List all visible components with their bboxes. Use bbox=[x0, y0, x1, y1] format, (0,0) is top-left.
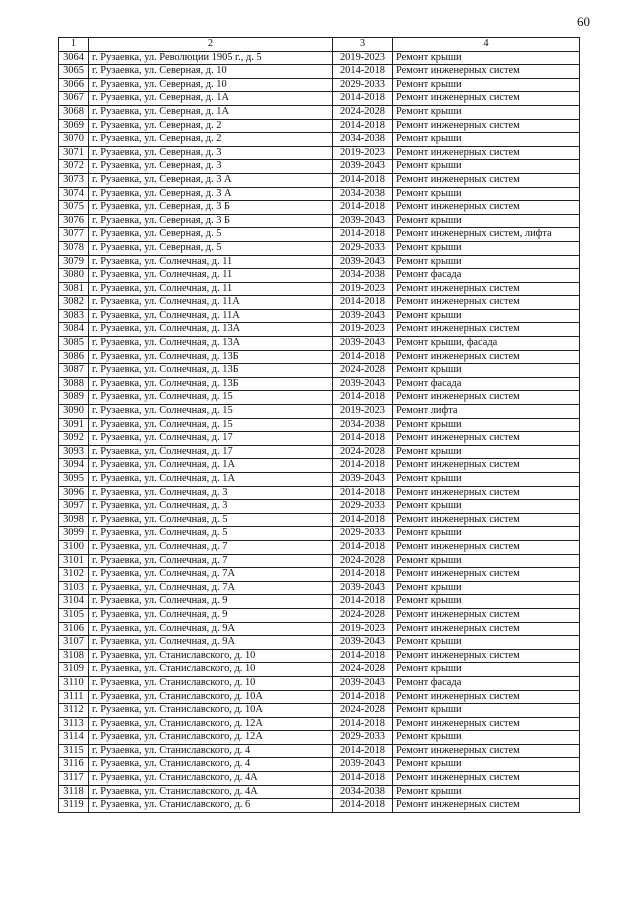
table-row bbox=[59, 255, 580, 269]
period-cell: 2014-2018 bbox=[333, 690, 393, 704]
table-row bbox=[59, 269, 580, 283]
work-type-cell: Ремонт инженерных систем bbox=[393, 690, 580, 704]
address-cell: г. Рузаевка, ул. Станиславского, д. 10А bbox=[89, 704, 333, 718]
row-number-cell: 3110 bbox=[59, 676, 89, 690]
address-cell: г. Рузаевка, ул. Солнечная, д. 9 bbox=[89, 595, 333, 609]
table-row bbox=[59, 78, 580, 92]
table-row bbox=[59, 173, 580, 187]
row-number-cell: 3094 bbox=[59, 459, 89, 473]
table-row bbox=[59, 350, 580, 364]
table-row bbox=[59, 201, 580, 215]
table-row bbox=[59, 432, 580, 446]
work-type-cell: Ремонт инженерных систем bbox=[393, 296, 580, 310]
address-cell: г. Рузаевка, ул. Солнечная, д. 17 bbox=[89, 432, 333, 446]
period-cell: 2014-2018 bbox=[333, 486, 393, 500]
period-cell: 2014-2018 bbox=[333, 119, 393, 133]
work-type-cell: Ремонт крыши bbox=[393, 78, 580, 92]
row-number-cell: 3077 bbox=[59, 228, 89, 242]
work-type-cell: Ремонт инженерных систем bbox=[393, 432, 580, 446]
table-row bbox=[59, 65, 580, 79]
table-row bbox=[59, 445, 580, 459]
address-cell: г. Рузаевка, ул. Северная, д. 10 bbox=[89, 65, 333, 79]
work-type-cell: Ремонт инженерных систем bbox=[393, 622, 580, 636]
address-cell: г. Рузаевка, ул. Северная, д. 3 Б bbox=[89, 214, 333, 228]
work-type-cell: Ремонт инженерных систем bbox=[393, 173, 580, 187]
address-cell: г. Рузаевка, ул. Солнечная, д. 5 bbox=[89, 527, 333, 541]
address-cell: г. Рузаевка, ул. Солнечная, д. 9 bbox=[89, 608, 333, 622]
period-cell: 2014-2018 bbox=[333, 744, 393, 758]
work-type-cell: Ремонт крыши bbox=[393, 636, 580, 650]
work-type-cell: Ремонт фасада bbox=[393, 676, 580, 690]
period-cell: 2034-2038 bbox=[333, 269, 393, 283]
row-number-cell: 3099 bbox=[59, 527, 89, 541]
address-cell: г. Рузаевка, ул. Солнечная, д. 13А bbox=[89, 337, 333, 351]
table-row bbox=[59, 758, 580, 772]
table-row bbox=[59, 731, 580, 745]
work-type-cell: Ремонт крыши bbox=[393, 309, 580, 323]
row-number-cell: 3065 bbox=[59, 65, 89, 79]
table-row bbox=[59, 309, 580, 323]
table-header-row bbox=[59, 38, 580, 52]
work-type-cell: Ремонт инженерных систем bbox=[393, 459, 580, 473]
row-number-cell: 3107 bbox=[59, 636, 89, 650]
period-cell: 2014-2018 bbox=[333, 296, 393, 310]
address-cell: г. Рузаевка, ул. Станиславского, д. 4А bbox=[89, 772, 333, 786]
work-type-cell: Ремонт инженерных систем bbox=[393, 282, 580, 296]
row-number-cell: 3087 bbox=[59, 364, 89, 378]
work-type-cell: Ремонт инженерных систем bbox=[393, 350, 580, 364]
period-cell: 2024-2028 bbox=[333, 445, 393, 459]
address-cell: г. Рузаевка, ул. Станиславского, д. 6 bbox=[89, 799, 333, 813]
address-cell: г. Рузаевка, ул. Солнечная, д. 13Б bbox=[89, 364, 333, 378]
address-cell: г. Рузаевка, ул. Солнечная, д. 11 bbox=[89, 255, 333, 269]
table-row bbox=[59, 486, 580, 500]
row-number-cell: 3101 bbox=[59, 554, 89, 568]
work-type-cell: Ремонт крыши bbox=[393, 51, 580, 65]
column-header-3: 3 bbox=[333, 38, 393, 52]
column-header-2: 2 bbox=[89, 38, 333, 52]
period-cell: 2014-2018 bbox=[333, 65, 393, 79]
period-cell: 2029-2033 bbox=[333, 500, 393, 514]
period-cell: 2024-2028 bbox=[333, 364, 393, 378]
work-type-cell: Ремонт инженерных систем bbox=[393, 119, 580, 133]
period-cell: 2034-2038 bbox=[333, 785, 393, 799]
work-type-cell: Ремонт крыши bbox=[393, 418, 580, 432]
row-number-cell: 3113 bbox=[59, 717, 89, 731]
address-cell: г. Рузаевка, ул. Солнечная, д. 9А bbox=[89, 622, 333, 636]
address-cell: г. Рузаевка, ул. Северная, д. 1А bbox=[89, 105, 333, 119]
table-row bbox=[59, 636, 580, 650]
period-cell: 2014-2018 bbox=[333, 459, 393, 473]
work-type-cell: Ремонт инженерных систем bbox=[393, 717, 580, 731]
work-type-cell: Ремонт инженерных систем bbox=[393, 391, 580, 405]
work-type-cell: Ремонт инженерных систем bbox=[393, 744, 580, 758]
work-type-cell: Ремонт крыши bbox=[393, 105, 580, 119]
table-row bbox=[59, 649, 580, 663]
row-number-cell: 3085 bbox=[59, 337, 89, 351]
work-type-cell: Ремонт крыши, фасада bbox=[393, 337, 580, 351]
address-cell: г. Рузаевка, ул. Солнечная, д. 13Б bbox=[89, 377, 333, 391]
address-cell: г. Рузаевка, ул. Северная, д. 5 bbox=[89, 241, 333, 255]
period-cell: 2034-2038 bbox=[333, 187, 393, 201]
address-cell: г. Рузаевка, ул. Станиславского, д. 4А bbox=[89, 785, 333, 799]
row-number-cell: 3064 bbox=[59, 51, 89, 65]
table-row bbox=[59, 785, 580, 799]
table-row bbox=[59, 228, 580, 242]
period-cell: 2029-2033 bbox=[333, 241, 393, 255]
period-cell: 2014-2018 bbox=[333, 568, 393, 582]
address-cell: г. Рузаевка, ул. Солнечная, д. 11 bbox=[89, 282, 333, 296]
period-cell: 2019-2023 bbox=[333, 51, 393, 65]
period-cell: 2039-2043 bbox=[333, 255, 393, 269]
row-number-cell: 3079 bbox=[59, 255, 89, 269]
period-cell: 2034-2038 bbox=[333, 418, 393, 432]
table-row bbox=[59, 568, 580, 582]
work-type-cell: Ремонт крыши bbox=[393, 473, 580, 487]
repair-schedule-table bbox=[58, 37, 580, 813]
period-cell: 2014-2018 bbox=[333, 228, 393, 242]
row-number-cell: 3074 bbox=[59, 187, 89, 201]
table-row bbox=[59, 187, 580, 201]
table-row bbox=[59, 704, 580, 718]
row-number-cell: 3098 bbox=[59, 513, 89, 527]
address-cell: г. Рузаевка, ул. Солнечная, д. 7 bbox=[89, 554, 333, 568]
row-number-cell: 3106 bbox=[59, 622, 89, 636]
table-row bbox=[59, 92, 580, 106]
table-row bbox=[59, 473, 580, 487]
address-cell: г. Рузаевка, ул. Станиславского, д. 4 bbox=[89, 758, 333, 772]
period-cell: 2024-2028 bbox=[333, 608, 393, 622]
row-number-cell: 3070 bbox=[59, 133, 89, 147]
address-cell: г. Рузаевка, ул. Солнечная, д. 7 bbox=[89, 540, 333, 554]
row-number-cell: 3095 bbox=[59, 473, 89, 487]
period-cell: 2014-2018 bbox=[333, 799, 393, 813]
address-cell: г. Рузаевка, ул. Станиславского, д. 12А bbox=[89, 731, 333, 745]
row-number-cell: 3118 bbox=[59, 785, 89, 799]
row-number-cell: 3091 bbox=[59, 418, 89, 432]
row-number-cell: 3105 bbox=[59, 608, 89, 622]
work-type-cell: Ремонт инженерных систем bbox=[393, 201, 580, 215]
table-row bbox=[59, 676, 580, 690]
work-type-cell: Ремонт инженерных систем bbox=[393, 540, 580, 554]
period-cell: 2039-2043 bbox=[333, 214, 393, 228]
work-type-cell: Ремонт крыши bbox=[393, 527, 580, 541]
work-type-cell: Ремонт инженерных систем, лифта bbox=[393, 228, 580, 242]
period-cell: 2029-2033 bbox=[333, 78, 393, 92]
row-number-cell: 3080 bbox=[59, 269, 89, 283]
work-type-cell: Ремонт инженерных систем bbox=[393, 486, 580, 500]
table-row bbox=[59, 405, 580, 419]
period-cell: 2039-2043 bbox=[333, 337, 393, 351]
row-number-cell: 3073 bbox=[59, 173, 89, 187]
address-cell: г. Рузаевка, ул. Северная, д. 10 bbox=[89, 78, 333, 92]
address-cell: г. Рузаевка, ул. Северная, д. 2 bbox=[89, 119, 333, 133]
table-row bbox=[59, 133, 580, 147]
row-number-cell: 3066 bbox=[59, 78, 89, 92]
address-cell: г. Рузаевка, ул. Революции 1905 г., д. 5 bbox=[89, 51, 333, 65]
row-number-cell: 3104 bbox=[59, 595, 89, 609]
work-type-cell: Ремонт крыши bbox=[393, 554, 580, 568]
table-row bbox=[59, 772, 580, 786]
period-cell: 2039-2043 bbox=[333, 581, 393, 595]
period-cell: 2014-2018 bbox=[333, 391, 393, 405]
address-cell: г. Рузаевка, ул. Северная, д. 1А bbox=[89, 92, 333, 106]
row-number-cell: 3103 bbox=[59, 581, 89, 595]
row-number-cell: 3075 bbox=[59, 201, 89, 215]
row-number-cell: 3068 bbox=[59, 105, 89, 119]
work-type-cell: Ремонт инженерных систем bbox=[393, 608, 580, 622]
work-type-cell: Ремонт крыши bbox=[393, 214, 580, 228]
address-cell: г. Рузаевка, ул. Солнечная, д. 15 bbox=[89, 418, 333, 432]
table-body bbox=[59, 51, 580, 812]
work-type-cell: Ремонт крыши bbox=[393, 731, 580, 745]
address-cell: г. Рузаевка, ул. Северная, д. 2 bbox=[89, 133, 333, 147]
address-cell: г. Рузаевка, ул. Солнечная, д. 1А bbox=[89, 459, 333, 473]
table-row bbox=[59, 744, 580, 758]
row-number-cell: 3096 bbox=[59, 486, 89, 500]
address-cell: г. Рузаевка, ул. Солнечная, д. 3 bbox=[89, 486, 333, 500]
row-number-cell: 3086 bbox=[59, 350, 89, 364]
row-number-cell: 3117 bbox=[59, 772, 89, 786]
work-type-cell: Ремонт крыши bbox=[393, 785, 580, 799]
period-cell: 2019-2023 bbox=[333, 405, 393, 419]
row-number-cell: 3076 bbox=[59, 214, 89, 228]
period-cell: 2024-2028 bbox=[333, 105, 393, 119]
table-row bbox=[59, 608, 580, 622]
address-cell: г. Рузаевка, ул. Солнечная, д. 13А bbox=[89, 323, 333, 337]
row-number-cell: 3115 bbox=[59, 744, 89, 758]
period-cell: 2039-2043 bbox=[333, 473, 393, 487]
row-number-cell: 3116 bbox=[59, 758, 89, 772]
address-cell: г. Рузаевка, ул. Солнечная, д. 9А bbox=[89, 636, 333, 650]
period-cell: 2014-2018 bbox=[333, 173, 393, 187]
work-type-cell: Ремонт инженерных систем bbox=[393, 146, 580, 160]
period-cell: 2039-2043 bbox=[333, 758, 393, 772]
period-cell: 2039-2043 bbox=[333, 636, 393, 650]
work-type-cell: Ремонт инженерных систем bbox=[393, 772, 580, 786]
table-row bbox=[59, 799, 580, 813]
work-type-cell: Ремонт крыши bbox=[393, 255, 580, 269]
table-row bbox=[59, 554, 580, 568]
address-cell: г. Рузаевка, ул. Солнечная, д. 15 bbox=[89, 405, 333, 419]
table-row bbox=[59, 146, 580, 160]
row-number-cell: 3083 bbox=[59, 309, 89, 323]
column-header-1: 1 bbox=[59, 38, 89, 52]
address-cell: г. Рузаевка, ул. Солнечная, д. 13Б bbox=[89, 350, 333, 364]
period-cell: 2024-2028 bbox=[333, 554, 393, 568]
address-cell: г. Рузаевка, ул. Северная, д. 5 bbox=[89, 228, 333, 242]
period-cell: 2029-2033 bbox=[333, 527, 393, 541]
work-type-cell: Ремонт крыши bbox=[393, 500, 580, 514]
work-type-cell: Ремонт крыши bbox=[393, 595, 580, 609]
address-cell: г. Рузаевка, ул. Станиславского, д. 10 bbox=[89, 663, 333, 677]
period-cell: 2024-2028 bbox=[333, 663, 393, 677]
row-number-cell: 3093 bbox=[59, 445, 89, 459]
row-number-cell: 3078 bbox=[59, 241, 89, 255]
period-cell: 2039-2043 bbox=[333, 160, 393, 174]
address-cell: г. Рузаевка, ул. Солнечная, д. 11А bbox=[89, 296, 333, 310]
row-number-cell: 3082 bbox=[59, 296, 89, 310]
period-cell: 2034-2038 bbox=[333, 133, 393, 147]
table-row bbox=[59, 241, 580, 255]
table-row bbox=[59, 459, 580, 473]
row-number-cell: 3067 bbox=[59, 92, 89, 106]
period-cell: 2029-2033 bbox=[333, 731, 393, 745]
table-row bbox=[59, 622, 580, 636]
address-cell: г. Рузаевка, ул. Северная, д. 3 Б bbox=[89, 201, 333, 215]
table-row bbox=[59, 391, 580, 405]
work-type-cell: Ремонт инженерных систем bbox=[393, 65, 580, 79]
period-cell: 2014-2018 bbox=[333, 595, 393, 609]
work-type-cell: Ремонт крыши bbox=[393, 704, 580, 718]
table-row bbox=[59, 282, 580, 296]
work-type-cell: Ремонт крыши bbox=[393, 758, 580, 772]
row-number-cell: 3119 bbox=[59, 799, 89, 813]
period-cell: 2014-2018 bbox=[333, 350, 393, 364]
row-number-cell: 3088 bbox=[59, 377, 89, 391]
table-row bbox=[59, 51, 580, 65]
period-cell: 2014-2018 bbox=[333, 772, 393, 786]
address-cell: г. Рузаевка, ул. Станиславского, д. 4 bbox=[89, 744, 333, 758]
work-type-cell: Ремонт фасада bbox=[393, 377, 580, 391]
address-cell: г. Рузаевка, ул. Северная, д. 3 А bbox=[89, 173, 333, 187]
address-cell: г. Рузаевка, ул. Станиславского, д. 12А bbox=[89, 717, 333, 731]
address-cell: г. Рузаевка, ул. Станиславского, д. 10 bbox=[89, 676, 333, 690]
row-number-cell: 3097 bbox=[59, 500, 89, 514]
row-number-cell: 3090 bbox=[59, 405, 89, 419]
address-cell: г. Рузаевка, ул. Северная, д. 3 bbox=[89, 146, 333, 160]
address-cell: г. Рузаевка, ул. Северная, д. 3 bbox=[89, 160, 333, 174]
column-header-4: 4 bbox=[393, 38, 580, 52]
page-number: 60 bbox=[577, 14, 590, 29]
row-number-cell: 3100 bbox=[59, 540, 89, 554]
period-cell: 2039-2043 bbox=[333, 377, 393, 391]
row-number-cell: 3081 bbox=[59, 282, 89, 296]
period-cell: 2039-2043 bbox=[333, 309, 393, 323]
table-row bbox=[59, 540, 580, 554]
row-number-cell: 3069 bbox=[59, 119, 89, 133]
address-cell: г. Рузаевка, ул. Солнечная, д. 15 bbox=[89, 391, 333, 405]
period-cell: 2024-2028 bbox=[333, 704, 393, 718]
table-row bbox=[59, 160, 580, 174]
period-cell: 2014-2018 bbox=[333, 649, 393, 663]
table-row bbox=[59, 527, 580, 541]
row-number-cell: 3092 bbox=[59, 432, 89, 446]
period-cell: 2014-2018 bbox=[333, 540, 393, 554]
period-cell: 2019-2023 bbox=[333, 282, 393, 296]
work-type-cell: Ремонт крыши bbox=[393, 133, 580, 147]
table-row bbox=[59, 595, 580, 609]
address-cell: г. Рузаевка, ул. Солнечная, д. 7А bbox=[89, 581, 333, 595]
table-row bbox=[59, 296, 580, 310]
period-cell: 2019-2023 bbox=[333, 146, 393, 160]
row-number-cell: 3089 bbox=[59, 391, 89, 405]
address-cell: г. Рузаевка, ул. Солнечная, д. 17 bbox=[89, 445, 333, 459]
table-row bbox=[59, 119, 580, 133]
row-number-cell: 3102 bbox=[59, 568, 89, 582]
work-type-cell: Ремонт лифта bbox=[393, 405, 580, 419]
work-type-cell: Ремонт крыши bbox=[393, 241, 580, 255]
address-cell: г. Рузаевка, ул. Северная, д. 3 А bbox=[89, 187, 333, 201]
period-cell: 2014-2018 bbox=[333, 513, 393, 527]
period-cell: 2019-2023 bbox=[333, 622, 393, 636]
table-row bbox=[59, 323, 580, 337]
table-row bbox=[59, 663, 580, 677]
address-cell: г. Рузаевка, ул. Станиславского, д. 10А bbox=[89, 690, 333, 704]
table-row bbox=[59, 690, 580, 704]
address-cell: г. Рузаевка, ул. Солнечная, д. 5 bbox=[89, 513, 333, 527]
address-cell: г. Рузаевка, ул. Солнечная, д. 1А bbox=[89, 473, 333, 487]
row-number-cell: 3111 bbox=[59, 690, 89, 704]
work-type-cell: Ремонт инженерных систем bbox=[393, 799, 580, 813]
period-cell: 2039-2043 bbox=[333, 676, 393, 690]
work-type-cell: Ремонт фасада bbox=[393, 269, 580, 283]
work-type-cell: Ремонт крыши bbox=[393, 663, 580, 677]
table-row bbox=[59, 337, 580, 351]
work-type-cell: Ремонт крыши bbox=[393, 445, 580, 459]
address-cell: г. Рузаевка, ул. Солнечная, д. 7А bbox=[89, 568, 333, 582]
address-cell: г. Рузаевка, ул. Солнечная, д. 3 bbox=[89, 500, 333, 514]
period-cell: 2014-2018 bbox=[333, 432, 393, 446]
period-cell: 2014-2018 bbox=[333, 92, 393, 106]
work-type-cell: Ремонт инженерных систем bbox=[393, 649, 580, 663]
work-type-cell: Ремонт крыши bbox=[393, 160, 580, 174]
table-row bbox=[59, 581, 580, 595]
table-row bbox=[59, 717, 580, 731]
row-number-cell: 3112 bbox=[59, 704, 89, 718]
period-cell: 2014-2018 bbox=[333, 717, 393, 731]
table-row bbox=[59, 513, 580, 527]
table-row bbox=[59, 418, 580, 432]
work-type-cell: Ремонт инженерных систем bbox=[393, 323, 580, 337]
row-number-cell: 3072 bbox=[59, 160, 89, 174]
row-number-cell: 3084 bbox=[59, 323, 89, 337]
table-row bbox=[59, 500, 580, 514]
row-number-cell: 3108 bbox=[59, 649, 89, 663]
table-row bbox=[59, 377, 580, 391]
table-row bbox=[59, 214, 580, 228]
table-row bbox=[59, 105, 580, 119]
row-number-cell: 3071 bbox=[59, 146, 89, 160]
work-type-cell: Ремонт инженерных систем bbox=[393, 92, 580, 106]
period-cell: 2019-2023 bbox=[333, 323, 393, 337]
row-number-cell: 3109 bbox=[59, 663, 89, 677]
address-cell: г. Рузаевка, ул. Станиславского, д. 10 bbox=[89, 649, 333, 663]
address-cell: г. Рузаевка, ул. Солнечная, д. 11 bbox=[89, 269, 333, 283]
address-cell: г. Рузаевка, ул. Солнечная, д. 11А bbox=[89, 309, 333, 323]
work-type-cell: Ремонт крыши bbox=[393, 364, 580, 378]
work-type-cell: Ремонт крыши bbox=[393, 187, 580, 201]
work-type-cell: Ремонт инженерных систем bbox=[393, 513, 580, 527]
row-number-cell: 3114 bbox=[59, 731, 89, 745]
work-type-cell: Ремонт инженерных систем bbox=[393, 568, 580, 582]
work-type-cell: Ремонт крыши bbox=[393, 581, 580, 595]
table-row bbox=[59, 364, 580, 378]
period-cell: 2014-2018 bbox=[333, 201, 393, 215]
